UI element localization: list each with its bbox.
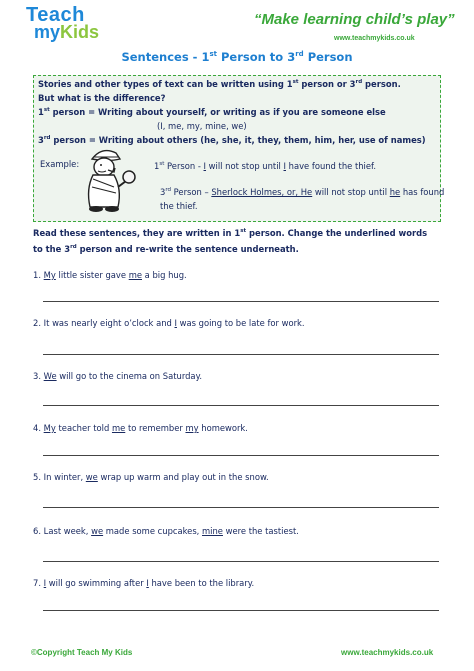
underlined-word: I bbox=[174, 318, 177, 328]
ex2-c: will not stop until bbox=[312, 187, 390, 197]
info-line1c: person. bbox=[362, 79, 401, 89]
ex2-underline1: Sherlock Holmes, or, He bbox=[211, 187, 313, 197]
question-text: will go to the cinema on Saturday. bbox=[56, 371, 202, 381]
question-3 bbox=[33, 371, 202, 381]
example-label: Example: bbox=[40, 159, 80, 169]
info-line1-sup: st bbox=[292, 79, 299, 86]
ex2-underline2: he bbox=[389, 187, 401, 197]
info-line1b: person or 3 bbox=[298, 79, 356, 89]
logo-teach: Teach bbox=[26, 4, 85, 26]
info-line5b: person = Writing about others (he, she, it, they, them, him, her, use of names) bbox=[50, 135, 426, 145]
question-text: will go swimming after bbox=[46, 578, 147, 588]
answer-line[interactable] bbox=[43, 455, 439, 456]
question-7 bbox=[33, 578, 254, 588]
question-text: Last week, bbox=[43, 526, 92, 536]
answer-line[interactable] bbox=[43, 561, 439, 562]
ex2-d: has found bbox=[400, 187, 445, 197]
question-number: 5. bbox=[33, 472, 44, 482]
instructions-line2 bbox=[33, 244, 299, 254]
instr-l2-sup: rd bbox=[70, 244, 77, 251]
example-third-person-line2: the thief. bbox=[160, 201, 198, 211]
ex1-b: Person - bbox=[164, 161, 204, 171]
example-first-person bbox=[154, 161, 376, 171]
question-text: was going to be late for work. bbox=[176, 318, 305, 328]
instr-l2b: person and re-write the sentence underneath. bbox=[76, 244, 299, 254]
question-text: In winter, bbox=[43, 472, 86, 482]
header-website[interactable]: www.teachmykids.co.uk bbox=[334, 35, 415, 42]
info-line4: (I, me, my, mine, we) bbox=[157, 121, 247, 131]
question-number: 3. bbox=[33, 371, 44, 381]
question-text: It was nearly eight o’clock and bbox=[43, 318, 175, 328]
logo-mykids bbox=[34, 23, 99, 41]
info-line3-sup: st bbox=[43, 107, 50, 114]
footer-website[interactable]: www.teachmykids.co.uk bbox=[341, 648, 434, 657]
answer-line[interactable] bbox=[43, 610, 439, 611]
question-1 bbox=[33, 270, 187, 280]
title-part3: Person bbox=[303, 50, 353, 64]
underlined-word: I bbox=[146, 578, 149, 588]
question-2 bbox=[33, 318, 305, 328]
logo-kids: Kids bbox=[60, 22, 100, 42]
underlined-word: mine bbox=[202, 526, 223, 536]
question-text: a big hug. bbox=[142, 270, 187, 280]
question-text: teacher told bbox=[55, 423, 112, 433]
underlined-word: we bbox=[85, 472, 98, 482]
answer-line[interactable] bbox=[43, 507, 439, 508]
tagline: “Make learning child’s play” bbox=[254, 11, 455, 28]
underlined-word: My bbox=[43, 270, 56, 280]
info-line5a: 3 bbox=[38, 135, 44, 145]
ex1-underline1: I bbox=[203, 161, 207, 171]
page-title bbox=[0, 50, 474, 64]
instr-l1-sup: st bbox=[240, 228, 247, 235]
ex2-num: 3 bbox=[160, 187, 166, 197]
logo-my: my bbox=[34, 22, 61, 42]
underlined-word: my bbox=[185, 423, 199, 433]
ex1-d: have found the thief. bbox=[286, 161, 377, 171]
answer-line[interactable] bbox=[43, 301, 439, 302]
question-text: have been to the library. bbox=[148, 578, 255, 588]
question-text: homework. bbox=[198, 423, 248, 433]
example-third-person bbox=[160, 187, 444, 197]
ex2-sup: rd bbox=[165, 187, 171, 194]
question-4 bbox=[33, 423, 248, 433]
info-line1a: Stories and other types of text can be written using 1 bbox=[38, 79, 293, 89]
title-sup1: st bbox=[209, 50, 217, 59]
question-number: 1. bbox=[33, 270, 44, 280]
question-text: made some cupcakes, bbox=[103, 526, 203, 536]
ex1-underline2: I bbox=[283, 161, 286, 171]
info-line5-sup: rd bbox=[43, 135, 51, 142]
question-text: little sister gave bbox=[55, 270, 129, 280]
question-text: wrap up warm and play out in the snow. bbox=[97, 472, 269, 482]
info-line1 bbox=[38, 79, 401, 89]
footer-copyright: ©Copyright Teach My Kids bbox=[31, 648, 133, 657]
underlined-word: My bbox=[43, 423, 56, 433]
question-number: 2. bbox=[33, 318, 44, 328]
question-number: 7. bbox=[33, 578, 44, 588]
underlined-word: We bbox=[43, 371, 57, 381]
underlined-word: we bbox=[91, 526, 104, 536]
info-line3 bbox=[38, 107, 386, 117]
question-number: 6. bbox=[33, 526, 44, 536]
underlined-word: I bbox=[43, 578, 47, 588]
instr-l1a: Read these sentences, they are written in 1 bbox=[33, 228, 241, 238]
underlined-word: me bbox=[111, 423, 126, 433]
question-5 bbox=[33, 472, 269, 482]
question-text: to remember bbox=[125, 423, 186, 433]
info-line2: But what is the difference? bbox=[38, 93, 166, 103]
info-line3b: person = Writing about yourself, or writing as if you are someone else bbox=[49, 107, 386, 117]
instr-l1b: person. Change the underlined words bbox=[246, 228, 428, 238]
ex2-b: Person – bbox=[171, 187, 212, 197]
info-line3a: 1 bbox=[38, 107, 44, 117]
instructions-line1 bbox=[33, 228, 427, 238]
title-part2: Person to 3 bbox=[216, 50, 296, 64]
detective-image bbox=[78, 143, 138, 215]
ex1-c: will not stop until bbox=[206, 161, 284, 171]
underlined-word: me bbox=[128, 270, 142, 280]
question-number: 4. bbox=[33, 423, 44, 433]
info-line1-sup2: rd bbox=[355, 79, 363, 86]
title-sup2: rd bbox=[295, 50, 304, 59]
title-part1: Sentences - 1 bbox=[121, 50, 210, 64]
instr-l2a: to the 3 bbox=[33, 244, 71, 254]
question-text: were the tastiest. bbox=[222, 526, 299, 536]
answer-line[interactable] bbox=[43, 405, 439, 406]
ex1-num: 1 bbox=[154, 161, 160, 171]
answer-line[interactable] bbox=[43, 354, 439, 355]
question-6 bbox=[33, 526, 299, 536]
ex1-sup: st bbox=[159, 161, 165, 168]
